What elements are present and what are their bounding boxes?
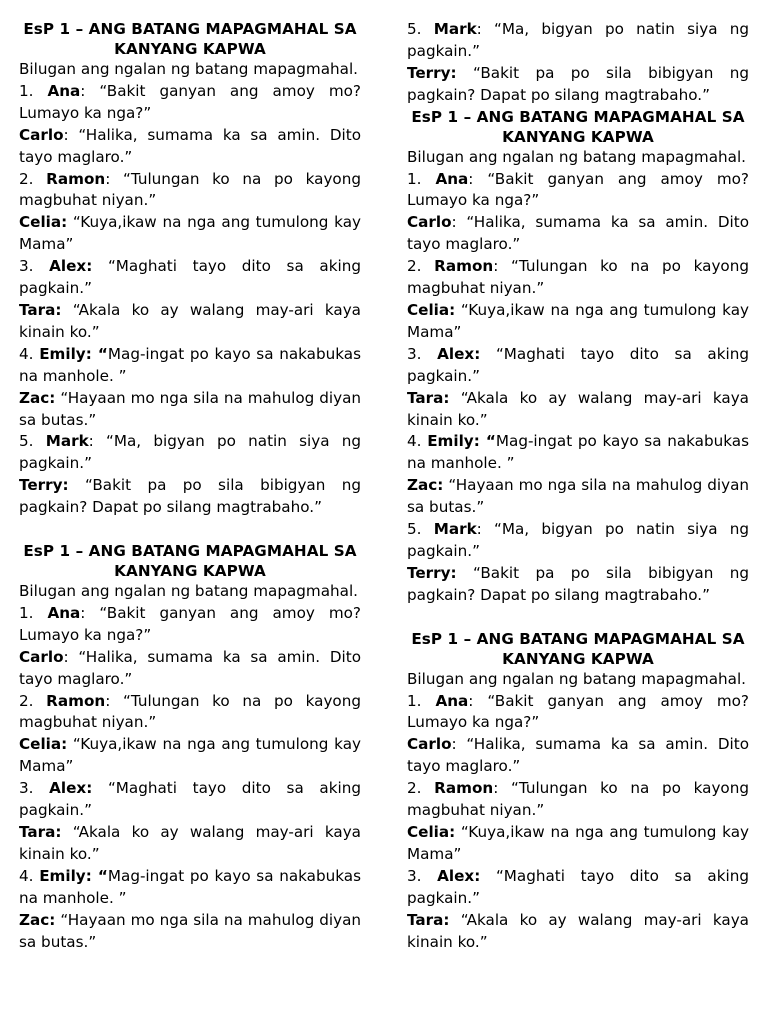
dialogue-line: 2. Ramon: “Tulungan ko na po kayong magbuhat niyan.”: [407, 779, 749, 820]
dialogue-line: Carlo: “Halika, sumama ka sa amin. Dito tayo maglaro.”: [407, 213, 749, 254]
worksheet-copy-continued: [407, 19, 749, 107]
dialogue-line: Celia: “Kuya,ikaw na nga ang tumulong kay Mama”: [407, 300, 749, 341]
instruction: Bilugan ang ngalan ng batang mapagmahal.: [19, 60, 359, 78]
dialogue-line: Terry: “Bakit pa po sila bibigyan ng pagkain? Dapat po silang magtrabaho.”: [407, 563, 749, 604]
speaker-name: Carlo: [19, 125, 64, 144]
speaker-name: Ramon: [434, 779, 494, 798]
worksheet-title: EsP 1 – ANG BATANG MAPAGMAHAL SA KANYANG KAPWA: [23, 542, 357, 581]
speaker-name: Alex:: [437, 344, 481, 363]
speaker-name: Ramon: [46, 691, 106, 710]
speaker-name: Ana: [47, 603, 81, 622]
speaker-name: Ramon: [434, 257, 494, 276]
dialogue-line: Terry: “Bakit pa po sila bibigyan ng pagkain? Dapat po silang magtrabaho.”: [19, 476, 361, 517]
speaker-name: Carlo: [407, 213, 452, 232]
speaker-name: Tara:: [407, 388, 450, 407]
speaker-name: Carlo: [407, 735, 452, 754]
speaker-name: Mark: [45, 432, 89, 451]
dialogue-line: Tara: “Akala ko ay walang may-ari kaya kinain ko.”: [19, 300, 361, 341]
instruction: Bilugan ang ngalan ng batang mapagmahal.: [407, 669, 747, 688]
speaker-name: Zac:: [19, 388, 56, 407]
speaker-name: Ramon: [46, 169, 106, 188]
speaker-name: Tara:: [19, 823, 62, 841]
dialogue-line: 2. Ramon: “Tulungan ko na po kayong magbuhat niyan.”: [19, 691, 361, 732]
dialogue-line: 5. Mark: “Ma, bigyan po natin siya ng pagkain.”: [407, 520, 749, 560]
worksheet-copy: [407, 107, 749, 607]
right-column: [407, 19, 749, 953]
worksheet-copy: [19, 541, 361, 953]
speaker-name: Tara:: [19, 300, 62, 319]
dialogue-line: 1. Ana: “Bakit ganyan ang amoy mo? Lumayo ka nga?”: [19, 603, 361, 644]
dialogue-line: Celia: “Kuya,ikaw na nga ang tumulong kay Mama”: [19, 735, 361, 776]
dialogue-line: Zac: “Hayaan mo nga sila na mahulog diyan sa butas.”: [19, 388, 361, 429]
instruction: Bilugan ang ngalan ng batang mapagmahal.: [407, 147, 747, 166]
speaker-name: Celia:: [407, 300, 456, 319]
speaker-name: Emily: “: [427, 432, 496, 451]
speaker-name: Mark: [433, 20, 477, 38]
dialogue-line: 4. Emily: “Mag-ingat po kayo sa nakabukas na manhole. ”: [19, 344, 361, 385]
dialogue-line: Celia: “Kuya,ikaw na nga ang tumulong kay Mama”: [19, 213, 361, 254]
dialogue-line: Carlo: “Halika, sumama ka sa amin. Dito tayo maglaro.”: [19, 125, 361, 166]
speaker-name: Terry:: [19, 476, 69, 495]
dialogue-line: 3. Alex: “Maghati tayo dito sa aking pagkain.”: [407, 344, 750, 385]
dialogue-line: 3. Alex: “Maghati tayo dito sa aking pagkain.”: [19, 257, 362, 298]
dialogue-line: 4. Emily: “Mag-ingat po kayo sa nakabukas na manhole. ”: [19, 866, 361, 907]
dialogue-line: Zac: “Hayaan mo nga sila na mahulog diyan sa butas.”: [407, 476, 749, 517]
speaker-name: Alex:: [49, 257, 93, 276]
worksheet-title: EsP 1 – ANG BATANG MAPAGMAHAL SA KANYANG KAPWA: [411, 107, 745, 146]
instruction: Bilugan ang ngalan ng batang mapagmahal.: [19, 582, 359, 601]
dialogue-line: Celia: “Kuya,ikaw na nga ang tumulong kay Mama”: [407, 823, 749, 863]
speaker-name: Emily: “: [39, 344, 108, 363]
worksheet-title: EsP 1 – ANG BATANG MAPAGMAHAL SA KANYANG KAPWA: [23, 20, 357, 58]
speaker-name: Terry:: [407, 63, 457, 82]
speaker-name: Zac:: [19, 910, 56, 929]
speaker-name: Celia:: [19, 735, 68, 754]
dialogue-line: Tara: “Akala ko ay walang may-ari kaya kinain ko.”: [407, 910, 749, 951]
speaker-name: Tara:: [407, 910, 450, 929]
dialogue-line: 3. Alex: “Maghati tayo dito sa aking pagkain.”: [407, 866, 750, 907]
dialogue-line: Tara: “Akala ko ay walang may-ari kaya kinain ko.”: [407, 388, 749, 429]
speaker-name: Ana: [47, 81, 81, 100]
dialogue-line: 2. Ramon: “Tulungan ko na po kayong magbuhat niyan.”: [19, 169, 361, 210]
speaker-name: Zac:: [407, 476, 444, 495]
dialogue-line: Zac: “Hayaan mo nga sila na mahulog diyan sa butas.”: [19, 910, 361, 951]
worksheet-copy: [407, 629, 749, 954]
speaker-name: Carlo: [19, 647, 64, 666]
left-column: [19, 19, 361, 953]
dialogue-line: 2. Ramon: “Tulungan ko na po kayong magbuhat niyan.”: [407, 257, 749, 298]
worksheet-copy: [19, 19, 361, 519]
dialogue-line: 1. Ana: “Bakit ganyan ang amoy mo? Lumayo ka nga?”: [407, 691, 749, 732]
speaker-name: Celia:: [407, 823, 456, 841]
dialogue-line: Tara: “Akala ko ay walang may-ari kaya kinain ko.”: [19, 823, 361, 863]
dialogue-line: 5. Mark: “Ma, bigyan po natin siya ng pagkain.”: [19, 432, 361, 473]
dialogue-line: 3. Alex: “Maghati tayo dito sa aking pagkain.”: [19, 779, 362, 820]
speaker-name: Celia:: [19, 213, 68, 232]
speaker-name: Terry:: [407, 563, 457, 582]
speaker-name: Emily: “: [39, 866, 108, 885]
dialogue-line: Carlo: “Halika, sumama ka sa amin. Dito tayo maglaro.”: [407, 735, 749, 776]
dialogue-line: 1. Ana: “Bakit ganyan ang amoy mo? Lumayo ka nga?”: [19, 81, 361, 122]
speaker-name: Alex:: [437, 866, 481, 885]
dialogue-line: 4. Emily: “Mag-ingat po kayo sa nakabukas na manhole. ”: [407, 432, 749, 473]
dialogue-line: 5. Mark: “Ma, bigyan po natin siya ng pagkain.”: [407, 20, 749, 60]
dialogue-line: Terry: “Bakit pa po sila bibigyan ng pagkain? Dapat po silang magtrabaho.”: [407, 63, 749, 104]
speaker-name: Alex:: [49, 779, 93, 798]
dialogue-line: Carlo: “Halika, sumama ka sa amin. Dito tayo maglaro.”: [19, 647, 361, 688]
dialogue-line: 1. Ana: “Bakit ganyan ang amoy mo? Lumayo ka nga?”: [407, 169, 749, 210]
speaker-name: Mark: [433, 520, 477, 539]
speaker-name: Ana: [435, 691, 469, 710]
speaker-name: Ana: [435, 169, 469, 188]
worksheet-title: EsP 1 – ANG BATANG MAPAGMAHAL SA KANYANG KAPWA: [411, 629, 745, 668]
